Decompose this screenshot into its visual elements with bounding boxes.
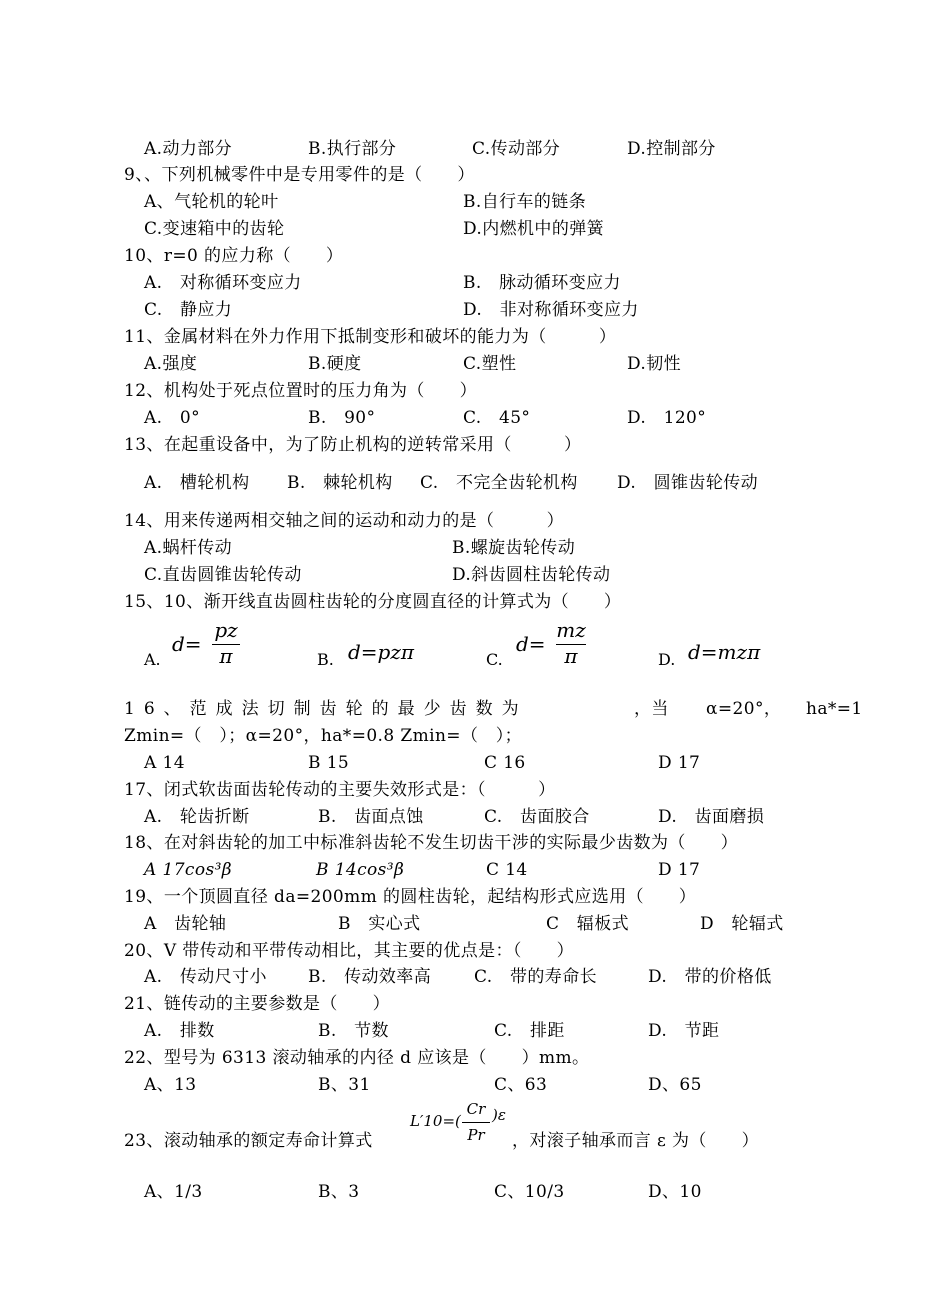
q23-formula	[410, 1098, 520, 1154]
q15-formula-c-numerator: mz	[556, 618, 586, 642]
q12-option-d: D. 120°	[627, 408, 707, 428]
q19-option-b: B 实心式	[338, 914, 421, 934]
question-20-stem: 20、V 带传动和平带传动相比，其主要的优点是：（ ）	[124, 941, 575, 961]
question-16-stem-line2: Zmin=（ ）；α=20°，ha*=0.8 Zmin=（ ）；	[124, 726, 523, 746]
q15-formula-a-lhs: d=	[172, 632, 202, 656]
q15-option-b-label: B.	[317, 650, 334, 669]
q15-formula-c	[516, 618, 588, 668]
q22-option-b: B、31	[318, 1075, 371, 1095]
q13-option-a: A. 槽轮机构	[144, 473, 250, 493]
option-c: C.传动部分	[472, 139, 561, 159]
q11-option-d: D.韧性	[627, 354, 682, 374]
q20-option-c: C. 带的寿命长	[474, 967, 598, 987]
question-23-stem-a: 23、滚动轴承的额定寿命计算式	[124, 1131, 373, 1151]
q15-formula-a-numerator: pz	[214, 618, 238, 642]
option-d: D.控制部分	[627, 139, 716, 159]
q15-formula-a-denominator: π	[219, 644, 233, 668]
q22-option-d: D、65	[648, 1075, 702, 1095]
q14-option-b: B.螺旋齿轮传动	[452, 538, 576, 558]
question-11-stem: 11、金属材料在外力作用下抵制变形和破坏的能力为（ ）	[124, 327, 617, 347]
question-9-stem: 9、、下列机械零件中是专用零件的是（ ）	[124, 165, 475, 185]
q15-option-c-label: C.	[486, 650, 503, 669]
question-18-stem: 18、在对斜齿轮的加工中标准斜齿轮不发生切齿干涉的实际最少齿数为（ ）	[124, 833, 739, 853]
q13-option-d: D. 圆锥齿轮传动	[617, 473, 759, 493]
question-12-stem: 12、机构处于死点位置时的压力角为（ ）	[124, 381, 478, 401]
q19-option-c: C 辐板式	[546, 914, 630, 934]
q10-option-a: A. 对称循环变应力	[144, 273, 302, 293]
q14-option-c: C.直齿圆锥齿轮传动	[144, 565, 302, 585]
q12-option-a: A. 0°	[144, 408, 200, 428]
q9-option-d: D.内燃机中的弹簧	[463, 219, 605, 239]
q16-option-d: D 17	[658, 753, 701, 773]
option-a: A.动力部分	[144, 139, 233, 159]
q21-option-d: D. 节距	[648, 1021, 720, 1041]
q17-option-d: D. 齿面磨损	[658, 807, 765, 827]
q15-formula-a	[172, 618, 242, 668]
q23-formula-rhs: )ε	[492, 1106, 506, 1124]
q23-option-b: B、3	[318, 1182, 360, 1202]
q17-option-a: A. 轮齿折断	[144, 807, 250, 827]
question-14-stem: 14、用来传递两相交轴之间的运动和动力的是（ ）	[124, 511, 565, 531]
q9-option-a: A、气轮机的轮叶	[144, 192, 279, 212]
q15-formula-b: d=pzπ	[348, 640, 415, 664]
q9-option-b: B.自行车的链条	[463, 192, 587, 212]
q15-formula-d: d=mzπ	[688, 640, 761, 664]
question-13-stem: 13、在起重设备中，为了防止机构的逆转常采用（ ）	[124, 435, 582, 455]
question-16-stem-part3: α=20°，	[706, 699, 782, 719]
question-17-stem: 17、闭式软齿面齿轮传动的主要失效形式是：（ ）	[124, 780, 556, 800]
q12-option-b: B. 90°	[308, 408, 376, 428]
q19-option-d: D 轮辐式	[700, 914, 784, 934]
q21-option-b: B. 节数	[318, 1021, 389, 1041]
question-10-stem: 10、r=0 的应力称（ ）	[124, 246, 344, 266]
question-16-stem-part2: ，当	[634, 699, 669, 719]
q10-option-c: C. 静应力	[144, 300, 233, 320]
question-22-stem: 22、型号为 6313 滚动轴承的内径 d 应该是（ ）mm。	[124, 1048, 590, 1068]
q21-option-a: A. 排数	[144, 1021, 215, 1041]
q23-option-c: C、10/3	[494, 1182, 565, 1202]
q15-formula-c-lhs: d=	[516, 632, 546, 656]
q15-option-d-label: D.	[658, 650, 676, 669]
q11-option-a: A.强度	[144, 354, 198, 374]
q20-option-d: D. 带的价格低	[648, 967, 772, 987]
q13-option-b: B. 棘轮机构	[287, 473, 393, 493]
question-15-stem: 15、10、渐开线直齿圆柱齿轮的分度圆直径的计算式为（ ）	[124, 592, 622, 612]
q23-formula-lhs: L′10=(	[410, 1112, 461, 1130]
question-21-stem: 21、链传动的主要参数是（ ）	[124, 994, 391, 1014]
q20-option-b: B. 传动效率高	[308, 967, 432, 987]
q19-option-a: A 齿轮轴	[144, 914, 227, 934]
q23-formula-fraction-bar	[462, 1122, 490, 1123]
q13-option-c: C. 不完全齿轮机构	[420, 473, 578, 493]
q14-option-a: A.蜗杆传动	[144, 538, 233, 558]
q23-formula-numerator: Cr	[466, 1100, 486, 1118]
q22-option-a: A、13	[144, 1075, 197, 1095]
q23-option-d: D、10	[648, 1182, 702, 1202]
q10-option-d: D. 非对称循环变应力	[463, 300, 639, 320]
q20-option-a: A. 传动尺寸小	[144, 967, 267, 987]
q17-option-b: B. 齿面点蚀	[318, 807, 424, 827]
q23-formula-denominator: Pr	[467, 1126, 485, 1144]
option-b: B.执行部分	[308, 139, 397, 159]
question-23-stem-b: ，对滚子轴承而言 ε 为（ ）	[512, 1131, 760, 1151]
q18-option-b: B 14cos³β	[316, 860, 405, 880]
q21-option-c: C. 排距	[494, 1021, 565, 1041]
q22-option-c: C、63	[494, 1075, 548, 1095]
question-16-stem-part1: 16、范成法切制齿轮的最少齿数为	[124, 699, 528, 719]
q18-option-a: A 17cos³β	[144, 860, 233, 880]
q18-option-c: C 14	[486, 860, 528, 880]
q12-option-c: C. 45°	[463, 408, 531, 428]
q16-option-c: C 16	[484, 753, 526, 773]
q23-option-a: A、1/3	[144, 1182, 203, 1202]
q11-option-b: B.硬度	[308, 354, 362, 374]
q18-option-d: D 17	[658, 860, 701, 880]
q16-option-b: B 15	[308, 753, 350, 773]
q15-formula-c-denominator: π	[564, 644, 578, 668]
q11-option-c: C.塑性	[463, 354, 517, 374]
q9-option-c: C.变速箱中的齿轮	[144, 219, 285, 239]
q16-option-a: A 14	[144, 753, 185, 773]
q14-option-d: D.斜齿圆柱齿轮传动	[452, 565, 611, 585]
q10-option-b: B. 脉动循环变应力	[463, 273, 621, 293]
question-16-stem-part4: ha*=1	[806, 699, 863, 719]
q17-option-c: C. 齿面胶合	[484, 807, 590, 827]
q15-option-a-label: A.	[144, 650, 161, 669]
question-19-stem: 19、一个顶圆直径 da=200mm 的圆柱齿轮，起结构形式应选用（ ）	[124, 887, 697, 907]
